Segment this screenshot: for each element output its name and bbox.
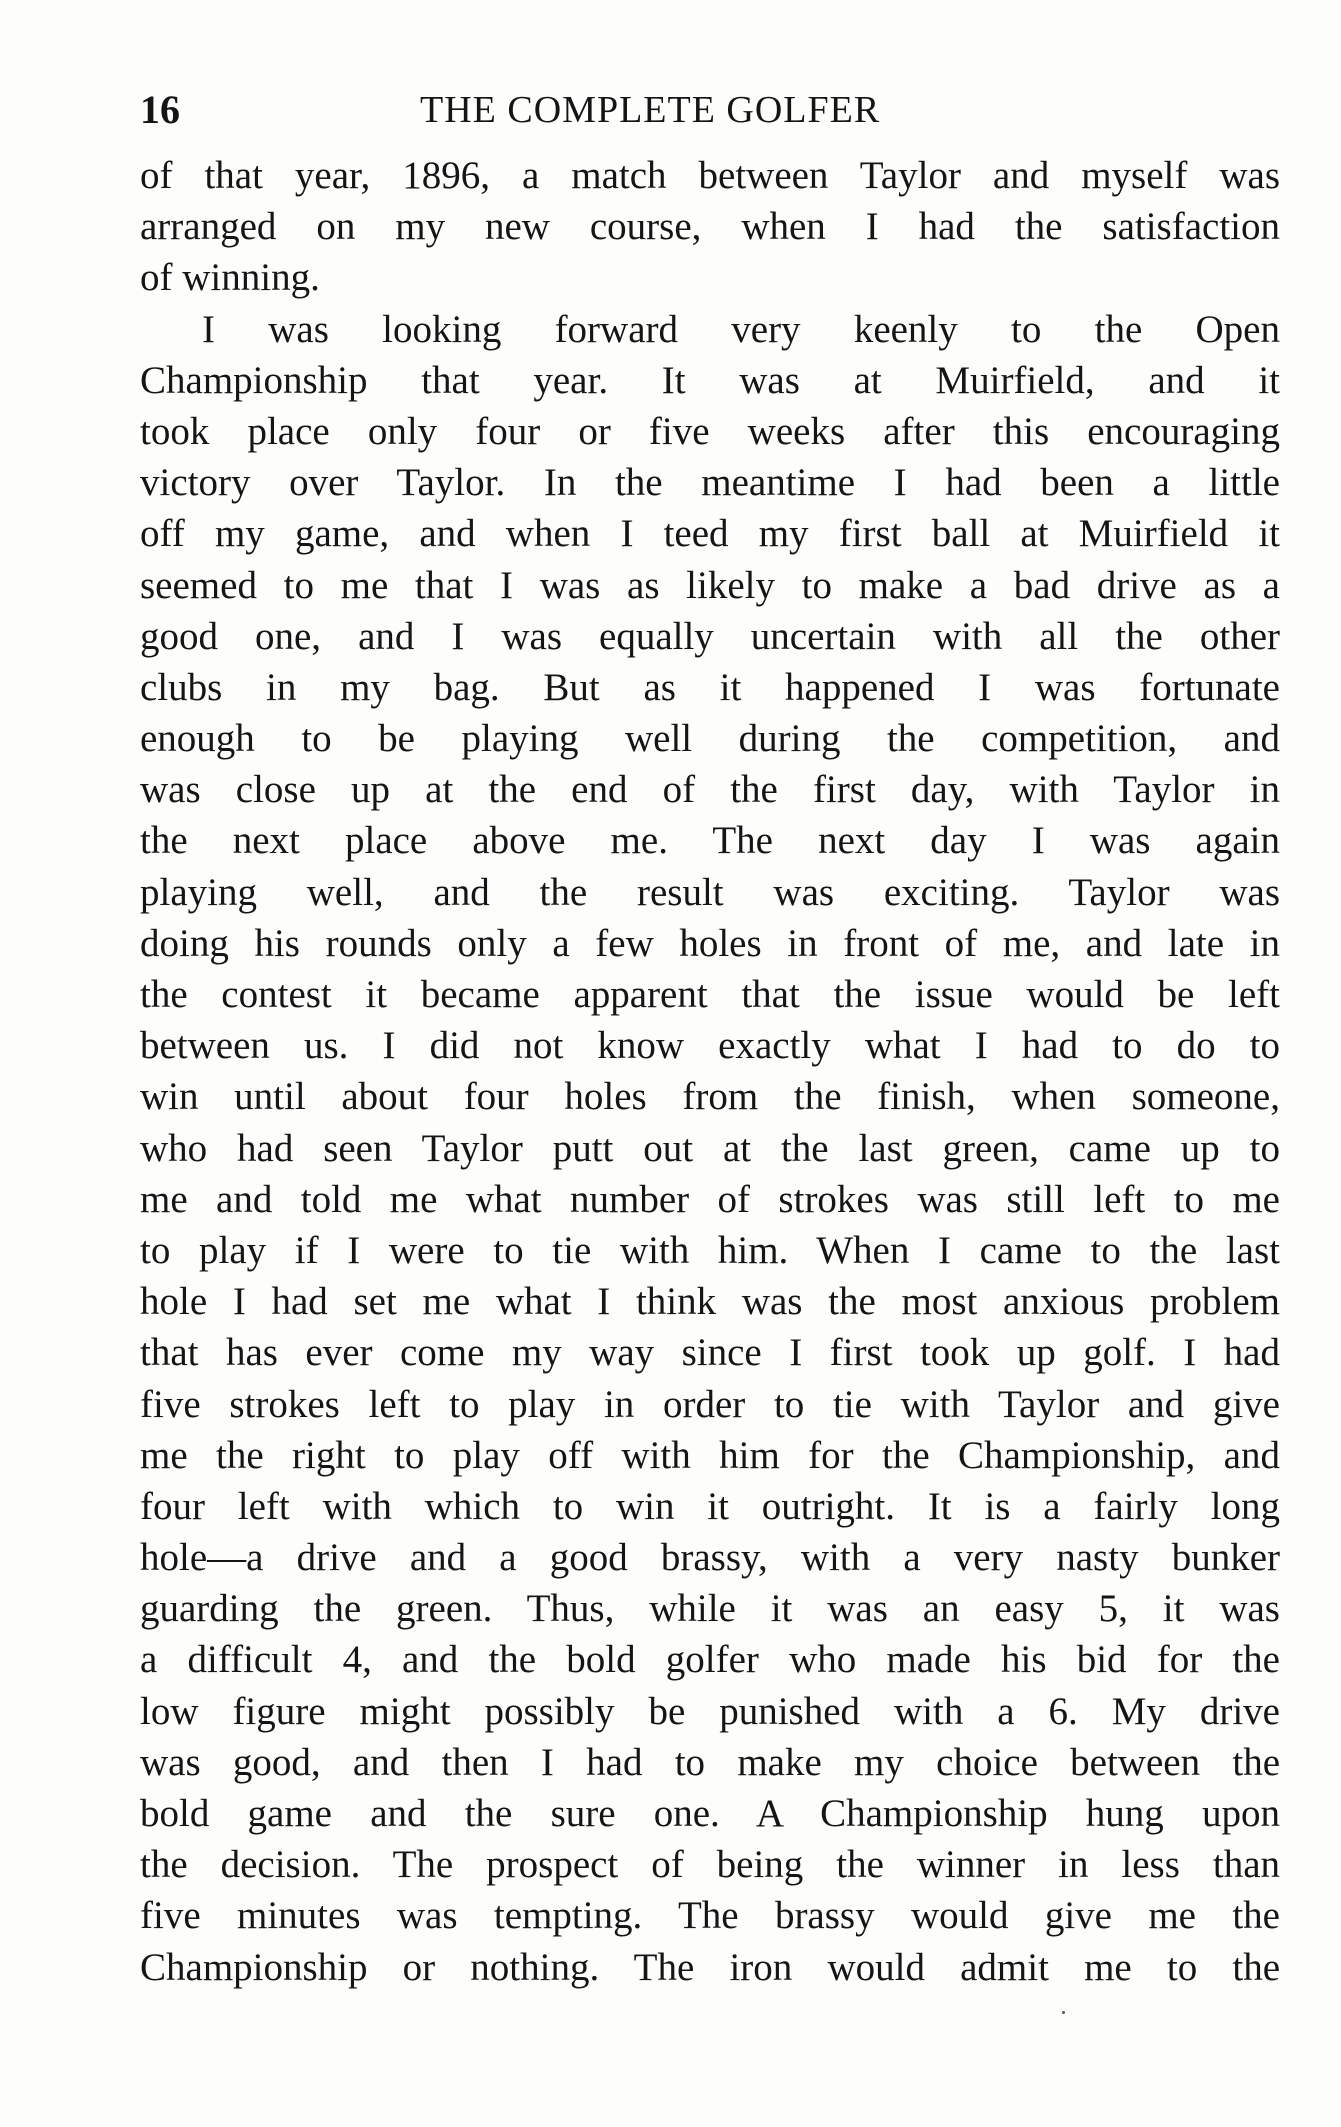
text-line: me and told me what number of strokes was still left to me [140, 1177, 1280, 1221]
text-line: low figure might possibly be punished with a 6. My drive [140, 1689, 1280, 1733]
text-line: win until about four holes from the finish, when someone, [140, 1075, 1280, 1119]
text-line: seemed to me that I was as likely to make a bad drive as a [140, 563, 1280, 607]
text-line: was close up at the end of the first day, with Taylor in [140, 768, 1280, 812]
running-head [140, 80, 1210, 140]
book-title: THE COMPLETE GOLFER [420, 89, 881, 131]
text-line: five minutes was tempting. The brassy would give me the [140, 1894, 1280, 1938]
text-line: a difficult 4, and the bold golfer who made his bid for the [140, 1638, 1280, 1682]
text-line: I was looking forward very keenly to the Open [202, 307, 1280, 351]
ink-speck [1062, 2011, 1065, 2014]
text-line: Championship that year. It was at Muirfield, and it [140, 358, 1280, 402]
text-line: bold game and the sure one. A Championship hung upon [140, 1792, 1280, 1835]
text-line: the decision. The prospect of being the winner in less than [140, 1843, 1280, 1887]
text-line: took place only four or five weeks after this encouraging [140, 409, 1280, 453]
text-line: off my game, and when I teed my first ball at Muirfield it [140, 512, 1280, 556]
text-line: four left with which to win it outright. It is a fairly long [140, 1484, 1280, 1528]
text-line: good one, and I was equally uncertain with all the other [140, 614, 1280, 658]
text-line: clubs in my bag. But as it happened I was fortunate [140, 665, 1280, 709]
text-line: was good, and then I had to make my choice between the [140, 1740, 1280, 1784]
text-line: of winning. [140, 256, 320, 300]
text-line: guarding the green. Thus, while it was an easy 5, it was [140, 1587, 1280, 1631]
text-line: enough to be playing well during the competition, and [140, 717, 1280, 761]
body-text [140, 150, 1280, 1993]
text-line: who had seen Taylor putt out at the last green, came up to [140, 1126, 1280, 1170]
text-line: five strokes left to play in order to tie with Taylor and give [140, 1382, 1280, 1426]
text-line: playing well, and the result was exciting. Taylor was [140, 870, 1280, 914]
text-line: me the right to play off with him for the Championship, and [140, 1433, 1280, 1477]
text-line: that has ever come my way since I first took up golf. I had [140, 1331, 1280, 1375]
text-line: between us. I did not know exactly what I had to do to [140, 1024, 1280, 1068]
text-line: victory over Taylor. In the meantime I had been a little [140, 461, 1280, 505]
text-line: hole—a drive and a good brassy, with a very nasty bunker [140, 1536, 1280, 1580]
text-line: to play if I were to tie with him. When I came to the last [140, 1228, 1280, 1272]
text-line: hole I had set me what I think was the most anxious problem [140, 1280, 1280, 1324]
page-number: 16 [140, 87, 180, 132]
text-line: Championship or nothing. The iron would admit me to the [140, 1945, 1280, 1989]
text-line: doing his rounds only a few holes in front of me, and late in [140, 921, 1280, 965]
text-line: the next place above me. The next day I was again [140, 819, 1280, 863]
text-line: the contest it became apparent that the issue would be left [140, 973, 1280, 1016]
text-line: of that year, 1896, a match between Taylor and myself was [140, 154, 1280, 197]
text-line: arranged on my new course, when I had the satisfaction [140, 205, 1280, 249]
